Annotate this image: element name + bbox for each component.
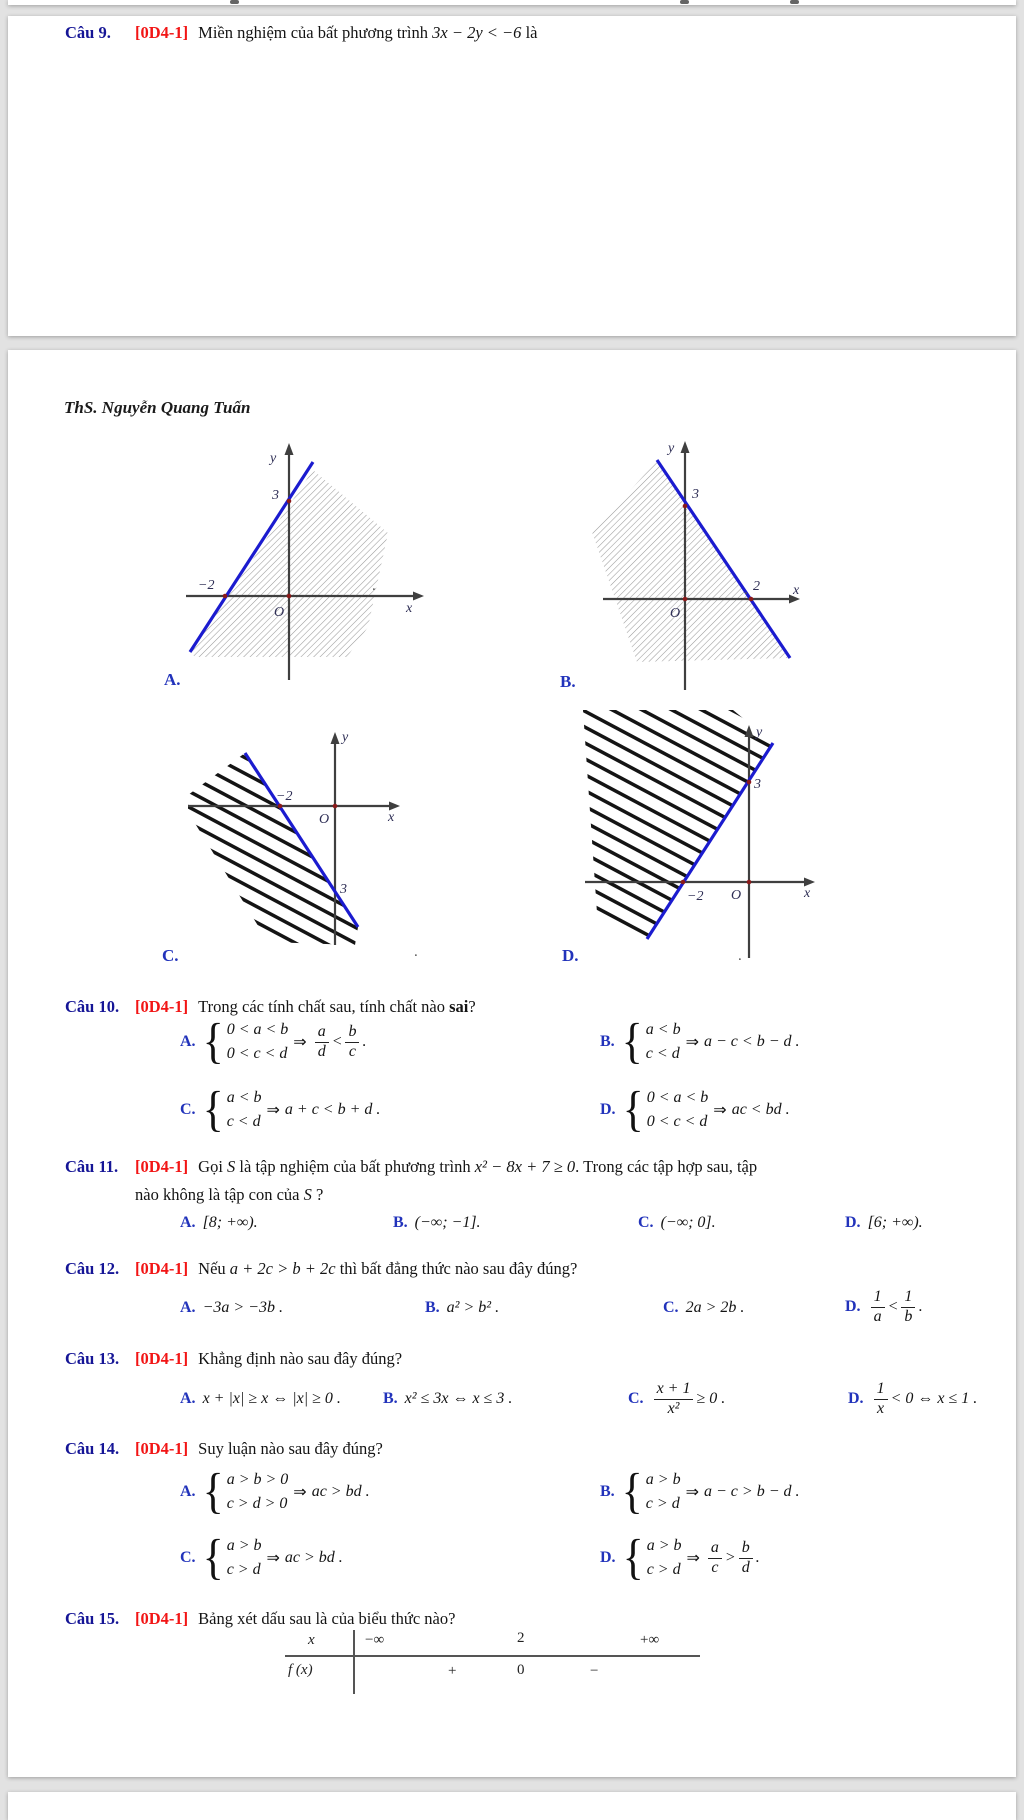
q13-option-d [848, 1376, 977, 1422]
option-letter: A. [180, 1033, 196, 1050]
intercept-dot [287, 499, 292, 504]
x-axis-arrow [413, 592, 424, 601]
y-axis-label: y [668, 441, 675, 456]
period: . [362, 1033, 367, 1050]
question-text: Bảng xét dấu sau là của biểu thức nào? [198, 1609, 456, 1628]
graph-a-label: A. [164, 670, 181, 689]
implies-arrow: ⇒ [266, 1550, 280, 1567]
denominator: d [741, 1558, 750, 1576]
option-letter: B. [600, 1483, 615, 1500]
table-fx-label: f (x) [288, 1662, 313, 1678]
option-letter: B. [393, 1214, 408, 1231]
system-brace: { [202, 1530, 224, 1585]
table-pos-infinity: +∞ [640, 1632, 660, 1648]
question-text: Gọi [198, 1157, 228, 1176]
page-1 [8, 16, 1016, 336]
implies-arrow: ⇒ [686, 1550, 700, 1567]
denominator: c [348, 1042, 357, 1060]
condition-1: a > b [646, 1537, 682, 1554]
y-axis-label: y [756, 725, 763, 740]
q10-option-a [180, 1012, 366, 1072]
origin-label: O [274, 605, 285, 620]
condition-1: a > b > 0 [226, 1471, 289, 1488]
emphasized-word: sai [449, 997, 469, 1016]
system-brace: { [202, 1082, 224, 1137]
relation: < [331, 1033, 343, 1050]
q11-option-d [845, 1213, 923, 1233]
option-letter: A. [180, 1214, 196, 1231]
question-number: Câu 13. [65, 1349, 120, 1368]
condition-1: a > b [645, 1471, 681, 1488]
denominator: d [317, 1042, 326, 1060]
option-text: < 0 ⇔ x ≤ 1 . [890, 1390, 978, 1407]
y-axis-arrow [331, 732, 340, 744]
option-text: [6; +∞). [867, 1214, 923, 1231]
tick-label-3: 3 [340, 882, 347, 897]
q13-option-b [383, 1389, 512, 1409]
math-expression: 3x − 2y < −6 [432, 23, 522, 42]
fraction [654, 1380, 694, 1418]
graph-d-label: D. [562, 946, 579, 965]
tick-label-3: 3 [692, 487, 699, 502]
period: . [755, 1549, 760, 1566]
conclusion: a + c < b + d . [284, 1101, 381, 1118]
numerator: 1 [901, 1288, 915, 1307]
intercept-dot [683, 504, 688, 509]
fraction [708, 1539, 722, 1577]
tick-label-2: 2 [753, 579, 760, 594]
origin-dot [333, 804, 338, 809]
question-tag: [0D4-1] [135, 997, 189, 1016]
q12-option-c [663, 1298, 744, 1318]
condition-1: a < b [645, 1021, 681, 1038]
option-letter: D. [600, 1549, 616, 1566]
question-tag: [0D4-1] [135, 1439, 189, 1458]
cutoff-text-fragment [790, 0, 799, 4]
period: . [918, 1298, 923, 1315]
question-text: ? [468, 997, 476, 1016]
question-text: ? [311, 1185, 324, 1204]
q12-option-d [845, 1284, 922, 1330]
conclusion: ac > bd . [284, 1549, 343, 1566]
shaded-region [592, 461, 788, 662]
q11-option-c [638, 1213, 716, 1233]
question-text: Suy luận nào sau đây đúng? [198, 1439, 383, 1458]
question-text: Nếu [198, 1259, 230, 1278]
author-name: ThS. Nguyễn Quang Tuấn [64, 398, 251, 417]
question-tag: [0D4-1] [135, 1609, 189, 1628]
question-text: . Trong các tập hợp sau, tập [575, 1157, 758, 1176]
set-symbol: S [227, 1157, 236, 1176]
conclusion: a − c < b − d . [704, 1033, 800, 1050]
table-sign-zero: 0 [517, 1662, 525, 1678]
option-letter: A. [180, 1390, 196, 1407]
option-text: [8; +∞). [202, 1214, 258, 1231]
fraction [345, 1023, 359, 1061]
conclusion: ac < bd . [731, 1101, 790, 1118]
numerator: b [345, 1023, 359, 1042]
question-15 [65, 1608, 455, 1630]
q14-option-c [180, 1530, 343, 1586]
shaded-region [583, 710, 773, 939]
implies-arrow: ⇒ [713, 1102, 727, 1119]
condition-1: 0 < a < b [646, 1089, 709, 1106]
y-axis-label: y [342, 730, 349, 745]
question-number: Câu 12. [65, 1259, 120, 1278]
denominator: x² [667, 1399, 680, 1417]
trailing-period: . [372, 578, 376, 594]
option-letter: D. [845, 1214, 861, 1231]
tick-label-minus2: −2 [198, 578, 215, 593]
option-letter: D. [845, 1298, 861, 1315]
y-axis-label: y [270, 451, 277, 466]
trailing-period: . [738, 948, 742, 964]
condition-2: c > d > 0 [226, 1495, 288, 1512]
question-9 [65, 22, 537, 44]
set-symbol: S [303, 1185, 312, 1204]
implies-arrow: ⇒ [685, 1034, 699, 1051]
conclusion: ac > bd . [311, 1483, 370, 1500]
origin-label: O [319, 812, 330, 827]
question-tag: [0D4-1] [135, 23, 189, 42]
graph-b-label: B. [560, 672, 576, 691]
condition-2: c > d [646, 1561, 681, 1578]
q10-option-c [180, 1082, 380, 1138]
graph-c-label: C. [162, 946, 179, 965]
question-text: Trong các tính chất sau, tính chất nào [198, 997, 450, 1016]
q10-option-b [600, 1012, 800, 1072]
denominator: x [877, 1399, 885, 1417]
cutoff-text-fragment [230, 0, 239, 4]
origin-dot [683, 597, 688, 602]
question-number: Câu 14. [65, 1439, 120, 1458]
intercept-dot [278, 804, 283, 809]
relation: < [887, 1298, 899, 1315]
x-axis-label: x [804, 886, 811, 901]
system-brace: { [622, 1082, 644, 1137]
option-letter: B. [383, 1390, 398, 1407]
relation: > [724, 1549, 736, 1566]
tick-label-3: 3 [272, 488, 279, 503]
q13-option-c [628, 1376, 725, 1422]
numerator: a [315, 1023, 329, 1042]
condition-2: 0 < c < d [646, 1113, 708, 1130]
tick-label-minus2: −2 [687, 889, 704, 904]
trailing-period: . [414, 944, 418, 960]
intercept-dot [223, 594, 228, 599]
intercept-dot [747, 780, 752, 785]
q10-option-d [600, 1082, 790, 1138]
option-letter: A. [180, 1299, 196, 1316]
condition-1: a < b [226, 1089, 262, 1106]
trailing-period: . [744, 582, 748, 598]
option-text: (−∞; −1]. [414, 1214, 481, 1231]
denominator: c [711, 1558, 719, 1576]
condition-2: c < d [645, 1045, 680, 1062]
option-text: 2a > 2b . [685, 1299, 745, 1316]
graph-a [150, 432, 462, 708]
intercept-dot [749, 597, 754, 602]
table-sign-minus: − [590, 1663, 599, 1679]
origin-dot [287, 594, 292, 599]
system-brace: { [622, 1530, 644, 1585]
graph-d [560, 700, 820, 965]
page-3 [8, 1792, 1016, 1820]
system-brace: { [621, 1014, 643, 1069]
question-text: thì bất đẳng thức nào sau đây đúng? [335, 1259, 578, 1278]
question-text: Miền nghiệm của bất phương trình [198, 23, 433, 42]
question-14 [65, 1438, 383, 1460]
option-text: a² > b² . [446, 1299, 500, 1316]
system-brace: { [621, 1464, 643, 1519]
option-letter: B. [425, 1299, 440, 1316]
system-brace: { [202, 1014, 224, 1069]
q14-option-a [180, 1464, 370, 1520]
option-letter: D. [848, 1390, 864, 1407]
condition-1: a > b [226, 1537, 262, 1554]
q14-option-b [600, 1464, 800, 1520]
numerator: 1 [874, 1380, 888, 1399]
question-text: là [521, 23, 538, 42]
y-axis-arrow [681, 441, 690, 453]
question-tag: [0D4-1] [135, 1157, 189, 1176]
table-var-x: x [308, 1632, 315, 1648]
question-number: Câu 15. [65, 1609, 120, 1628]
system-brace: { [202, 1464, 224, 1519]
q14-option-d [600, 1530, 760, 1586]
y-axis-arrow [285, 443, 294, 455]
implies-arrow: ⇒ [293, 1484, 307, 1501]
table-root-2: 2 [517, 1630, 525, 1646]
question-13 [65, 1348, 402, 1370]
implies-arrow: ⇒ [685, 1484, 699, 1501]
question-11 [65, 1156, 757, 1178]
origin-label: O [670, 606, 681, 621]
option-letter: C. [180, 1549, 196, 1566]
math-expression: a + 2c > b + 2c [229, 1259, 336, 1278]
question-text: Khẳng định nào sau đây đúng? [198, 1349, 403, 1368]
fraction [871, 1288, 885, 1326]
graph-b [560, 432, 810, 708]
numerator: a [708, 1539, 722, 1558]
question-tag: [0D4-1] [135, 1259, 189, 1278]
graph-c [150, 725, 470, 970]
question-number: Câu 10. [65, 997, 120, 1016]
question-number: Câu 9. [65, 23, 111, 42]
question-tag: [0D4-1] [135, 1349, 189, 1368]
x-axis-label: x [406, 601, 413, 616]
numerator: b [739, 1539, 753, 1558]
option-text: −3a > −3b . [202, 1299, 283, 1316]
math-expression: x² − 8x + 7 ≥ 0 [474, 1157, 576, 1176]
x-axis-label: x [793, 583, 800, 598]
origin-label: O [731, 888, 742, 903]
implies-arrow: ⇒ [266, 1102, 280, 1119]
option-letter: C. [638, 1214, 654, 1231]
previous-page-sliver [8, 0, 1016, 5]
option-letter: B. [600, 1033, 615, 1050]
shaded-region [188, 753, 358, 945]
q11-option-a [180, 1213, 258, 1233]
condition-1: 0 < a < b [226, 1021, 289, 1038]
option-letter: D. [600, 1101, 616, 1118]
option-letter: A. [180, 1483, 196, 1500]
question-12 [65, 1258, 577, 1280]
tick-label-3: 3 [754, 777, 761, 792]
denominator: a [873, 1307, 882, 1325]
option-letter: C. [180, 1101, 196, 1118]
numerator: 1 [871, 1288, 885, 1307]
origin-dot [747, 880, 752, 885]
table-vertical-rule [353, 1630, 355, 1694]
option-text: ≥ 0 . [696, 1390, 726, 1407]
numerator: x + 1 [654, 1380, 694, 1399]
condition-2: c > d [645, 1495, 680, 1512]
tick-label-minus2: −2 [276, 789, 293, 804]
fraction [739, 1539, 753, 1577]
condition-2: c > d [226, 1561, 261, 1578]
q12-option-a [180, 1298, 283, 1318]
fraction [315, 1023, 329, 1061]
option-text: (−∞; 0]. [660, 1214, 716, 1231]
conclusion: a − c > b − d . [704, 1483, 800, 1500]
implies-arrow: ⇒ [293, 1034, 307, 1051]
table-sign-plus: + [448, 1663, 457, 1679]
option-text: x + |x| ≥ x ⇔ |x| ≥ 0 . [202, 1390, 341, 1407]
table-neg-infinity: −∞ [365, 1632, 385, 1648]
question-text: nào không là tập con của [135, 1185, 304, 1204]
condition-2: c < d [226, 1113, 261, 1130]
q11-option-b [393, 1213, 481, 1233]
condition-2: 0 < c < d [226, 1045, 288, 1062]
question-11-line2 [135, 1184, 323, 1206]
question-text: là tập nghiệm của bất phương trình [235, 1157, 475, 1176]
q12-option-b [425, 1298, 499, 1318]
cutoff-text-fragment [680, 0, 689, 4]
question-number: Câu 11. [65, 1157, 119, 1176]
intercept-dot [681, 880, 686, 885]
option-letter: C. [663, 1299, 679, 1316]
x-axis-label: x [388, 810, 395, 825]
fraction [874, 1380, 888, 1418]
table-horizontal-rule [285, 1655, 700, 1657]
option-letter: C. [628, 1390, 644, 1407]
fraction [901, 1288, 915, 1326]
q13-option-a [180, 1389, 341, 1409]
option-text: x² ≤ 3x ⇔ x ≤ 3 . [404, 1390, 513, 1407]
denominator: b [904, 1307, 913, 1325]
